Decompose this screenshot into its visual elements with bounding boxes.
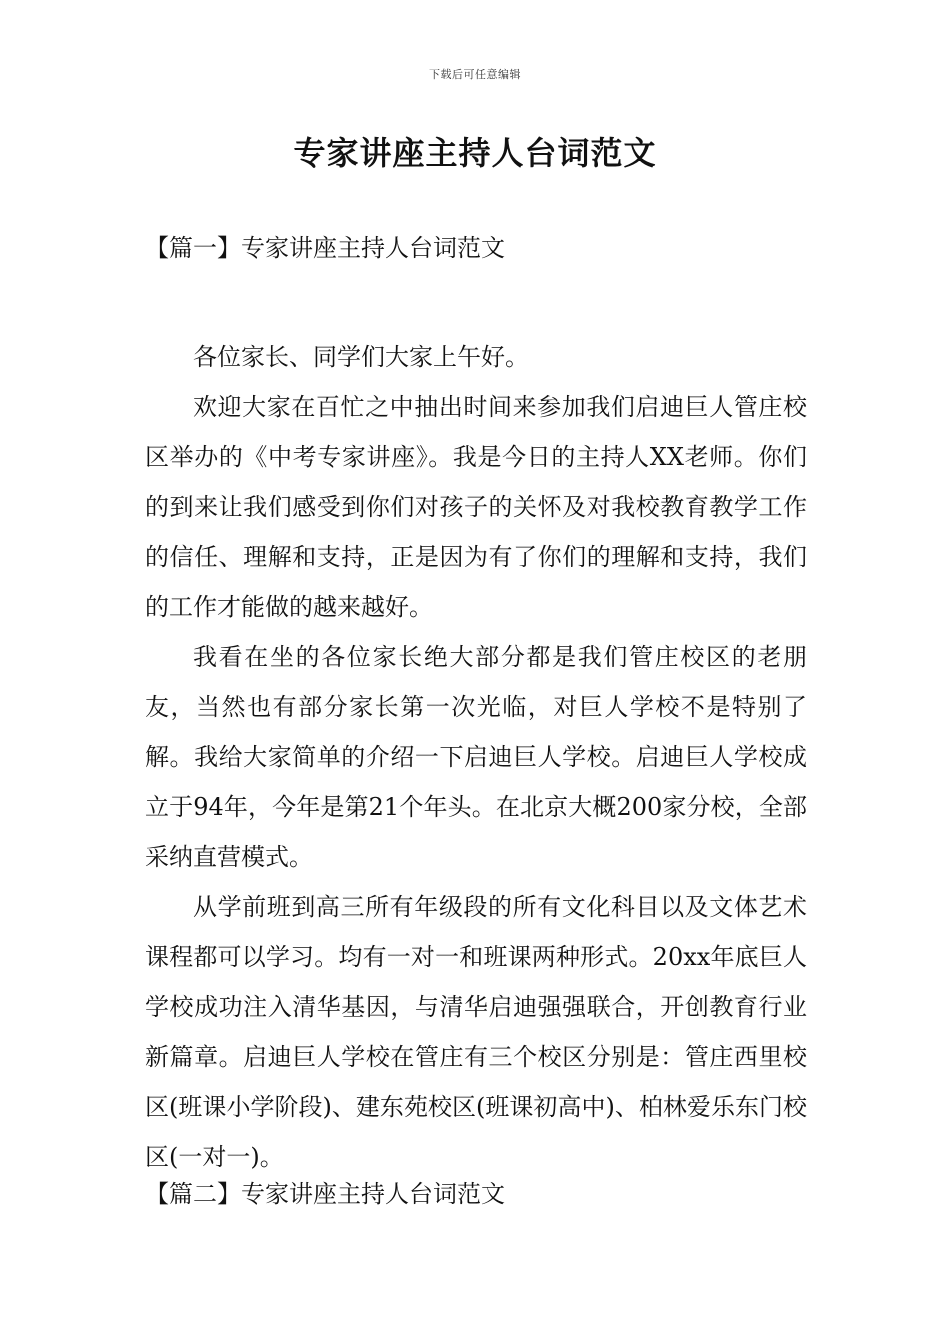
section-heading-1: 【篇一】专家讲座主持人台词范文 (145, 234, 505, 262)
paragraph-4: 从学前班到高三所有年级段的所有文化科目以及文体艺术课程都可以学习。均有一对一和班课两种形式。20xx年底巨人学校成功注入清华基因，与清华启迪强强联合，开创教育行业新篇章。启迪巨人学校在管庄有三个校区分别是：管庄西里校区(班课小学阶段)、建东苑校区(班课初高中)、柏林爱乐东门校区(一对一)。 (145, 893, 807, 1171)
header-note: 下载后可任意编辑 (429, 68, 521, 81)
paragraph-2: 欢迎大家在百忙之中抽出时间来参加我们启迪巨人管庄校区举办的《中考专家讲座》。我是今日的主持人XX老师。你们的到来让我们感受到你们对孩子的关怀及对我校教育教学工作的信任、理解和支持，正是因为有了你们的理解和支持，我们的工作才能做的越来越好。 (145, 393, 807, 621)
section-heading-2: 【篇二】专家讲座主持人台词范文 (145, 1180, 505, 1208)
paragraph-1: 各位家长、同学们大家上午好。 (193, 343, 529, 371)
paragraph-3: 我看在坐的各位家长绝大部分都是我们管庄校区的老朋友，当然也有部分家长第一次光临，对巨人学校不是特别了解。我给大家简单的介绍一下启迪巨人学校。启迪巨人学校成立于94年，今年是第21个年头。在北京大概200家分校，全部采纳直营模式。 (145, 643, 807, 871)
body-text (145, 332, 807, 1182)
document-title: 专家讲座主持人台词范文 (293, 134, 657, 172)
